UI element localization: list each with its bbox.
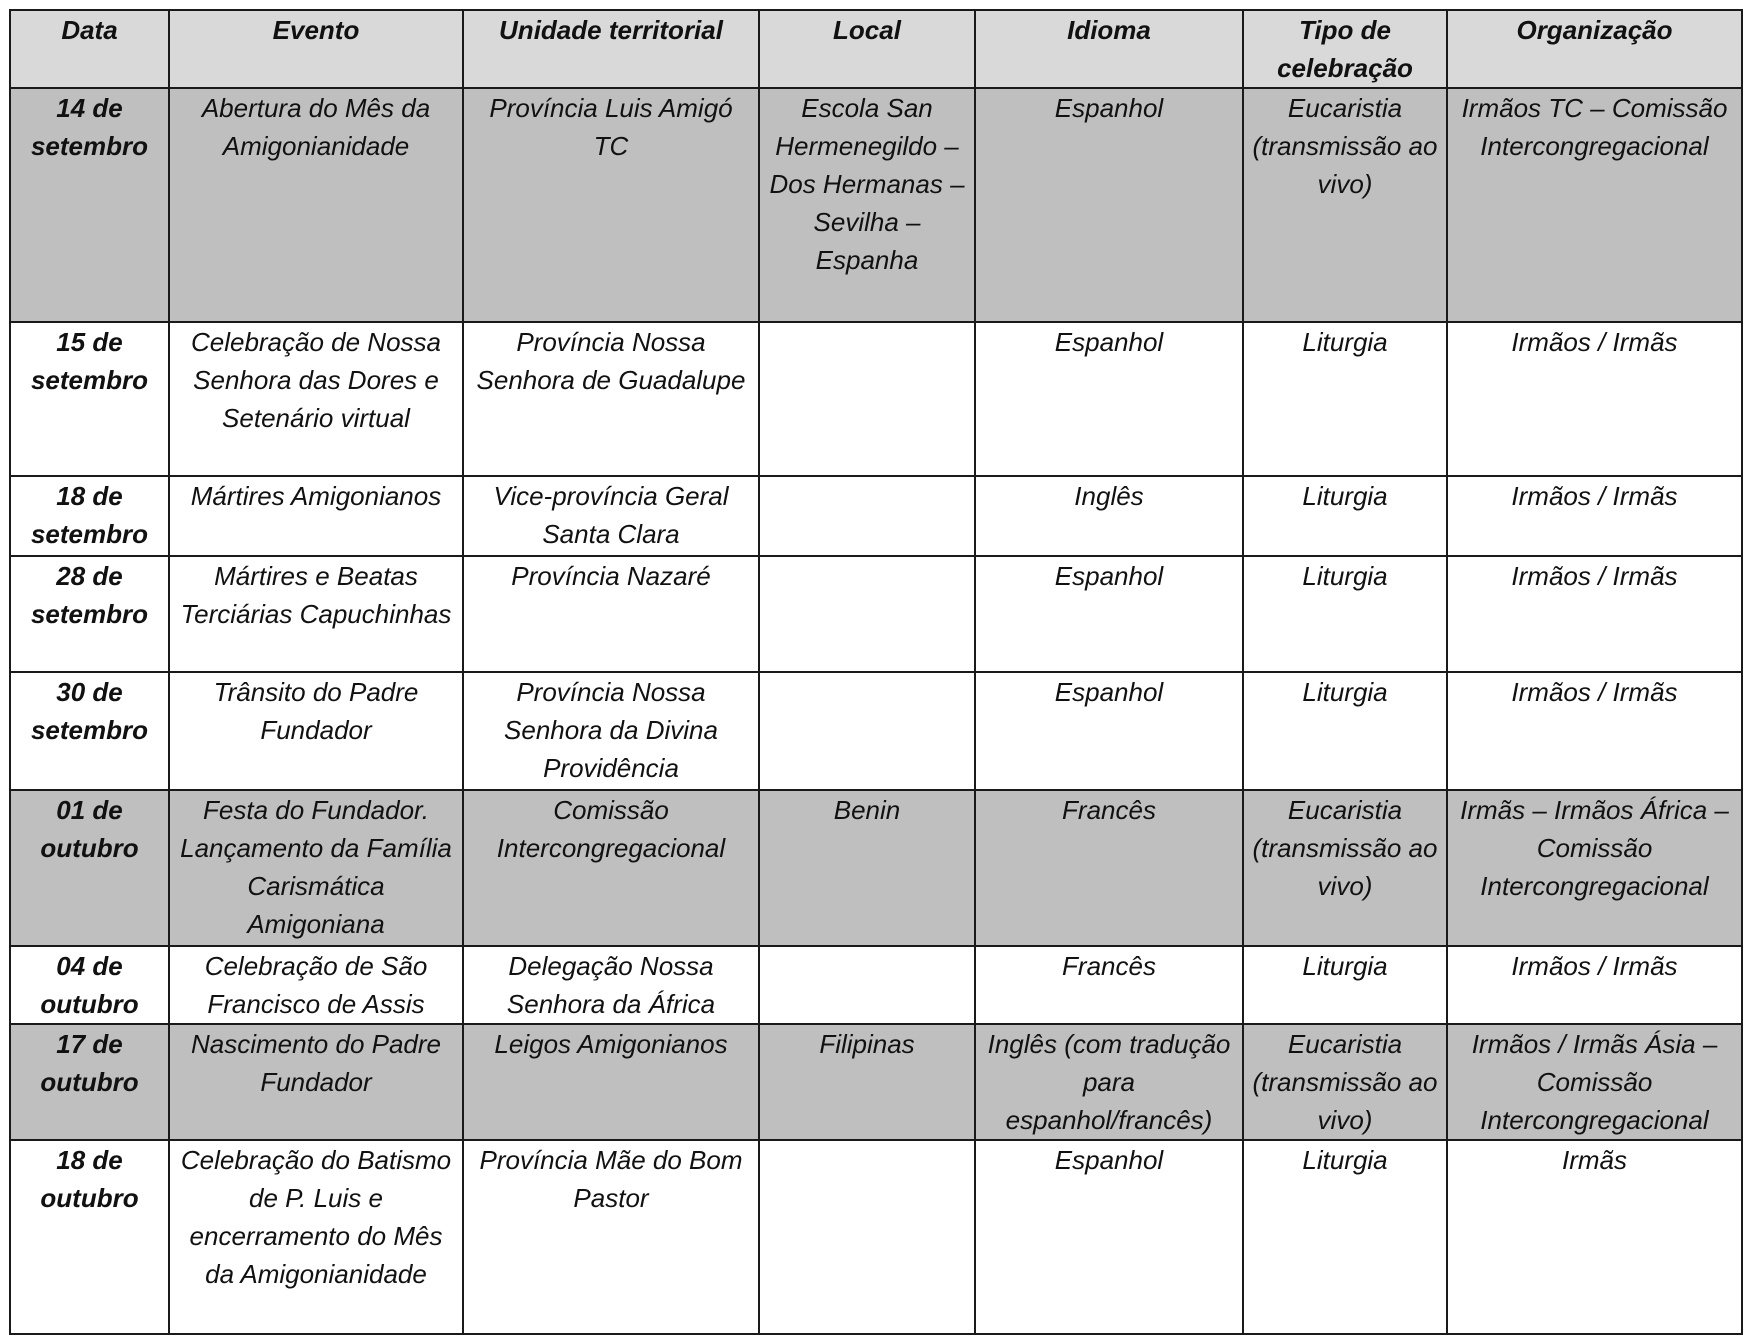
cell-date: 15 de setembro: [10, 322, 169, 476]
cell-language: Inglês (com tradução para espanhol/francês): [975, 1024, 1243, 1140]
cell-unit: Província Nossa Senhora da Divina Providência: [463, 672, 759, 790]
cell-org: Irmãos / Irmãs: [1447, 476, 1742, 556]
cell-type: Liturgia: [1243, 1140, 1447, 1334]
cell-place: [759, 946, 975, 1024]
cell-date: 17 de outubro: [10, 1024, 169, 1140]
cell-event: Festa do Fundador. Lançamento da Família Carismática Amigoniana: [169, 790, 463, 946]
col-header-unit: Unidade territorial: [463, 10, 759, 88]
cell-event: Celebração do Batismo de P. Luis e encerramento do Mês da Amigonianidade: [169, 1140, 463, 1334]
table-row: [10, 1024, 1742, 1140]
cell-unit: Delegação Nossa Senhora da África: [463, 946, 759, 1024]
cell-type: Eucaristia (transmissão ao vivo): [1243, 88, 1447, 322]
cell-type: Eucaristia (transmissão ao vivo): [1243, 790, 1447, 946]
cell-type: Liturgia: [1243, 946, 1447, 1024]
cell-place: Escola San Hermenegildo – Dos Hermanas – Sevilha – Espanha: [759, 88, 975, 322]
cell-org: Irmãs: [1447, 1140, 1742, 1334]
col-header-event: Evento: [169, 10, 463, 88]
cell-unit: Província Nazaré: [463, 556, 759, 672]
table-row: [10, 1140, 1742, 1334]
cell-type: Liturgia: [1243, 322, 1447, 476]
cell-org: Irmãos / Irmãs: [1447, 556, 1742, 672]
table-row: [10, 88, 1742, 322]
cell-unit: Província Nossa Senhora de Guadalupe: [463, 322, 759, 476]
cell-place: Filipinas: [759, 1024, 975, 1140]
cell-place: [759, 476, 975, 556]
cell-event: Mártires Amigonianos: [169, 476, 463, 556]
cell-event: Celebração de Nossa Senhora das Dores e Setenário virtual: [169, 322, 463, 476]
cell-event: Abertura do Mês da Amigonianidade: [169, 88, 463, 322]
cell-date: 28 de setembro: [10, 556, 169, 672]
cell-language: Francês: [975, 946, 1243, 1024]
cell-org: Irmãos / Irmãs: [1447, 322, 1742, 476]
events-table: [9, 9, 1743, 1335]
header-row: [10, 10, 1742, 88]
cell-unit: Comissão Intercongregacional: [463, 790, 759, 946]
col-header-type: Tipo de celebração: [1243, 10, 1447, 88]
cell-place: [759, 1140, 975, 1334]
cell-org: Irmãos TC – Comissão Intercongregacional: [1447, 88, 1742, 322]
cell-language: Espanhol: [975, 556, 1243, 672]
table-row: [10, 790, 1742, 946]
col-header-language: Idioma: [975, 10, 1243, 88]
cell-language: Espanhol: [975, 1140, 1243, 1334]
cell-type: Liturgia: [1243, 672, 1447, 790]
cell-date: 01 de outubro: [10, 790, 169, 946]
cell-date: 18 de outubro: [10, 1140, 169, 1334]
cell-event: Trânsito do Padre Fundador: [169, 672, 463, 790]
cell-event: Nascimento do Padre Fundador: [169, 1024, 463, 1140]
cell-language: Espanhol: [975, 322, 1243, 476]
cell-place: Benin: [759, 790, 975, 946]
cell-unit: Província Mãe do Bom Pastor: [463, 1140, 759, 1334]
cell-type: Liturgia: [1243, 476, 1447, 556]
table-row: [10, 556, 1742, 672]
cell-unit: Província Luis Amigó TC: [463, 88, 759, 322]
col-header-place: Local: [759, 10, 975, 88]
cell-unit: Leigos Amigonianos: [463, 1024, 759, 1140]
cell-place: [759, 556, 975, 672]
cell-place: [759, 322, 975, 476]
cell-org: Irmãs – Irmãos África – Comissão Intercongregacional: [1447, 790, 1742, 946]
table-row: [10, 322, 1742, 476]
col-header-org: Organização: [1447, 10, 1742, 88]
cell-org: Irmãos / Irmãs: [1447, 672, 1742, 790]
cell-language: Espanhol: [975, 672, 1243, 790]
table-row: [10, 946, 1742, 1024]
cell-org: Irmãos / Irmãs Ásia – Comissão Intercongregacional: [1447, 1024, 1742, 1140]
cell-type: Eucaristia (transmissão ao vivo): [1243, 1024, 1447, 1140]
col-header-date: Data: [10, 10, 169, 88]
cell-org: Irmãos / Irmãs: [1447, 946, 1742, 1024]
cell-language: Francês: [975, 790, 1243, 946]
table-row: [10, 672, 1742, 790]
cell-language: Inglês: [975, 476, 1243, 556]
cell-place: [759, 672, 975, 790]
cell-unit: Vice-província Geral Santa Clara: [463, 476, 759, 556]
cell-language: Espanhol: [975, 88, 1243, 322]
cell-event: Mártires e Beatas Terciárias Capuchinhas: [169, 556, 463, 672]
cell-date: 18 de setembro: [10, 476, 169, 556]
table-row: [10, 476, 1742, 556]
cell-date: 14 de setembro: [10, 88, 169, 322]
cell-date: 30 de setembro: [10, 672, 169, 790]
cell-type: Liturgia: [1243, 556, 1447, 672]
cell-event: Celebração de São Francisco de Assis: [169, 946, 463, 1024]
cell-date: 04 de outubro: [10, 946, 169, 1024]
